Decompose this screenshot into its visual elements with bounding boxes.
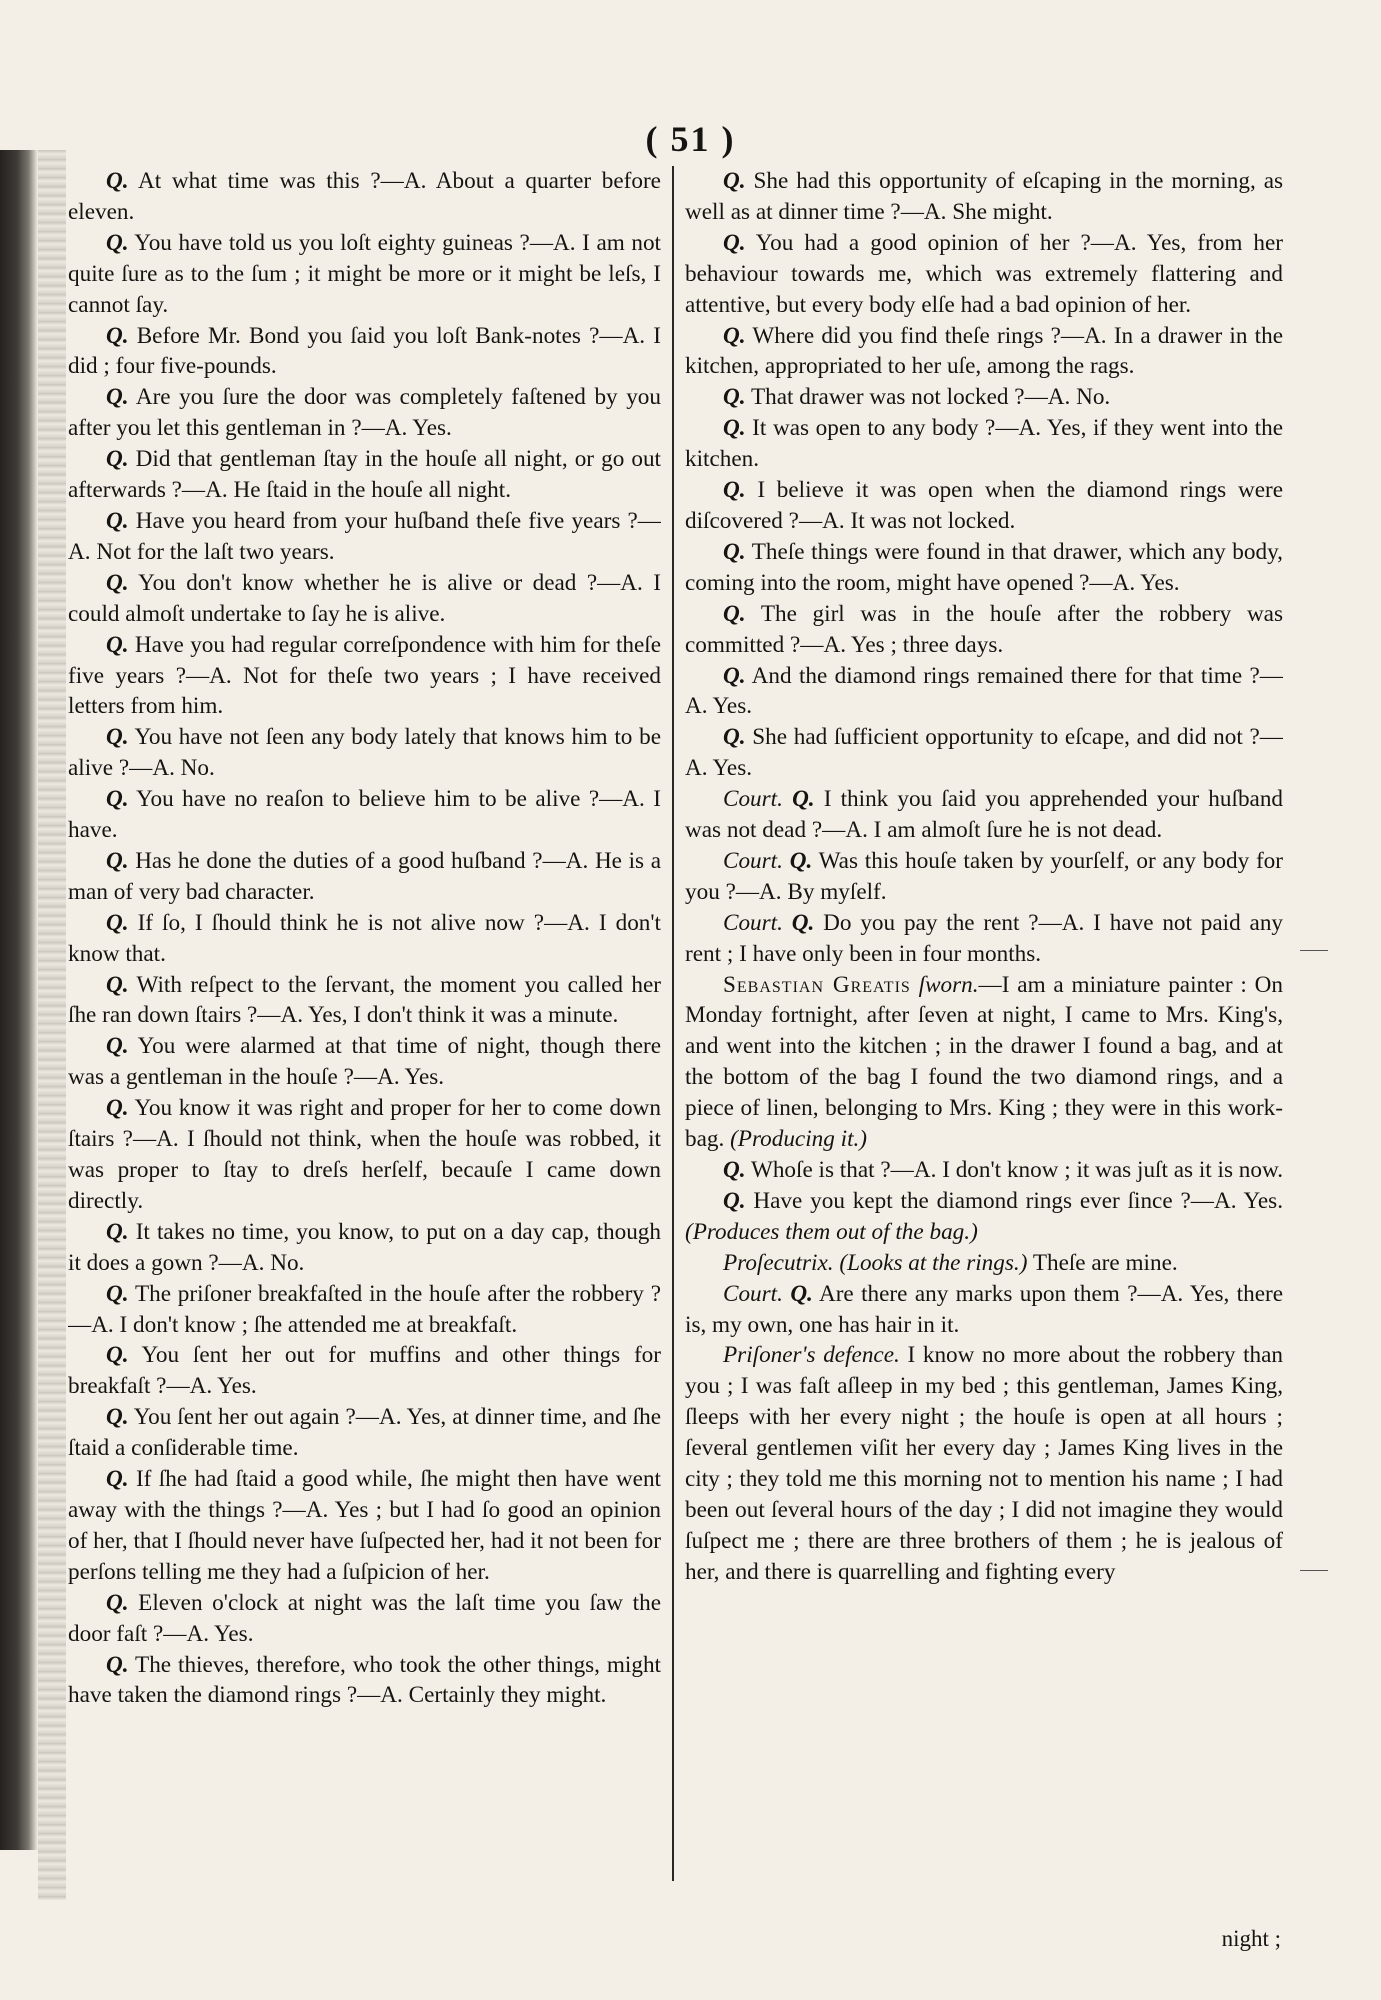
paragraph bbox=[685, 1340, 1283, 1587]
question-marker: Q. bbox=[106, 569, 129, 596]
paragraph-text: Did that gentleman ſtay in the houſe all night, or go out afterwards ?—A. He ſtaid in the houſe all night. bbox=[68, 446, 661, 504]
paragraph-text: You have told us you loſt eighty guineas ?—A. I am not quite ſure as to the ſum ; it might be more or it might be leſs, I cannot ſay. bbox=[68, 229, 661, 318]
paragraph bbox=[68, 1340, 661, 1402]
paragraph-text: Whoſe is that ?—A. I don't know ; it was juſt as it is now. bbox=[750, 1157, 1283, 1183]
paragraph-text: It was open to any body ?—A. Yes, if they went into the kitchen. bbox=[685, 415, 1283, 473]
question-marker: Q. bbox=[106, 507, 129, 534]
margin-mark bbox=[1300, 950, 1328, 951]
paragraph bbox=[68, 382, 661, 444]
paragraph bbox=[68, 1650, 661, 1712]
question-marker: Q. bbox=[106, 1095, 129, 1122]
question-marker: Q. bbox=[723, 1187, 746, 1214]
question-marker: Q. bbox=[723, 1157, 746, 1183]
paragraph-text: If ſo, I ſhould think he is not alive now ?—A. I don't know that. bbox=[68, 909, 661, 967]
paragraph-text: Before Mr. Bond you ſaid you loſt Bank-notes ?—A. I did ; four five-pounds. bbox=[68, 322, 661, 380]
question-marker: Q. bbox=[790, 1280, 813, 1307]
paragraph bbox=[68, 228, 661, 321]
paragraph-text: Where did you find theſe rings ?—A. In a drawer in the kitchen, appropriated to her uſe, among the rags. bbox=[685, 322, 1283, 380]
question-marker: Q. bbox=[106, 971, 129, 998]
page-number: ( 51 ) bbox=[645, 119, 736, 159]
paragraph bbox=[685, 908, 1283, 970]
question-marker: Q. bbox=[106, 631, 129, 658]
question-marker: Q. bbox=[723, 168, 746, 194]
paragraph-text: At what time was this ?—A. About a quarter before eleven. bbox=[68, 168, 661, 225]
paragraph-text: She had this opportunity of eſcaping in the morning, as well as at dinner time ?—A. She might. bbox=[685, 168, 1283, 225]
question-marker: Q. bbox=[723, 415, 746, 442]
paragraph bbox=[685, 599, 1283, 661]
paragraph-text: You had a good opinion of her ?—A. Yes, from her behaviour towards me, which was extremely flattering and attentive, but every body elſe had a bad opinion of her. bbox=[685, 229, 1283, 318]
stage-direction: (Looks at the rings.) bbox=[839, 1249, 1028, 1276]
question-marker: Q. bbox=[792, 786, 815, 813]
question-marker: Q. bbox=[106, 1589, 129, 1616]
paragraph bbox=[68, 166, 661, 228]
paragraph bbox=[685, 228, 1283, 321]
speaker-label: Court. bbox=[723, 786, 783, 813]
paragraph-text: With reſpect to the ſervant, the moment you called her ſhe ran down ſtairs ?—A. Yes, I don't think it was a minute. bbox=[68, 971, 661, 1029]
paragraph bbox=[68, 1402, 661, 1464]
paragraph-text: Have you heard from your huſband theſe five years ?—A. Not for the laſt two years. bbox=[68, 507, 661, 565]
paragraph-text: And the diamond rings remained there for that time ?—A. Yes. bbox=[685, 662, 1283, 720]
paragraph bbox=[68, 908, 661, 970]
question-marker: Q. bbox=[106, 1033, 129, 1060]
paragraph bbox=[68, 444, 661, 506]
question-marker: Q. bbox=[106, 446, 129, 473]
paragraph-text: Has he done the duties of a good huſband ?—A. He is a man of very bad character. bbox=[68, 847, 661, 905]
paragraph bbox=[68, 784, 661, 846]
paragraph-text: You have no reaſon to believe him to be alive ?—A. I have. bbox=[68, 786, 661, 844]
paragraph bbox=[685, 970, 1283, 1155]
paragraph-text: She had ſufficient opportunity to eſcape, and did not ?—A. Yes. bbox=[685, 724, 1283, 782]
paragraph bbox=[685, 722, 1283, 784]
paragraph bbox=[685, 846, 1283, 908]
question-marker: Q. bbox=[106, 786, 129, 813]
paragraph bbox=[685, 382, 1283, 413]
paragraph-text: I think you ſaid you apprehended your huſband was not dead ?—A. I am almoſt ſure he is not dead. bbox=[685, 786, 1283, 844]
paragraph bbox=[685, 475, 1283, 537]
oath-tag: ſworn. bbox=[918, 971, 979, 998]
margin-mark bbox=[1300, 1570, 1328, 1571]
question-marker: Q. bbox=[106, 1280, 129, 1307]
question-marker: Q. bbox=[106, 909, 129, 936]
paragraph-text: You were alarmed at that time of night, though there was a gentleman in the houſe ?—A. Yes. bbox=[68, 1033, 661, 1091]
paragraph-text: Do you pay the rent ?—A. I have not paid any rent ; I have only been in four months. bbox=[685, 909, 1283, 967]
speaker-label: Court. bbox=[723, 909, 783, 936]
paragraph bbox=[68, 321, 661, 383]
paragraph bbox=[68, 1279, 661, 1341]
question-marker: Q. bbox=[723, 229, 746, 256]
paragraph-text: —I am a miniature painter : On Monday fortnight, after ſeven at night, I came to Mrs. King's, and went into the kitchen ; in the drawer I found a bag, and at the bottom of the bag I found the two diamond rings, and a piece of linen, belonging to Mrs. King ; they were in this work-bag. bbox=[685, 971, 1283, 1153]
paragraph bbox=[685, 1155, 1283, 1186]
question-marker: Q. bbox=[106, 1342, 129, 1369]
paragraph bbox=[685, 1248, 1283, 1279]
paragraph bbox=[68, 846, 661, 908]
paragraph bbox=[68, 1217, 661, 1279]
question-marker: Q. bbox=[106, 847, 129, 874]
speaker-label: Court. bbox=[723, 1280, 783, 1307]
paragraph-text: The thieves, therefore, who took the other things, might have taken the diamond rings ?—A. Certainly they might. bbox=[68, 1651, 661, 1709]
paragraph-text: I know no more about the robbery than you ; I was faſt aſleep in my bed ; this gentleman, James King, ſleeps with her every night ; the houſe is open at all hours ; ſeveral gentlemen viſit her every day ; James King lives in the city ; they told me this morning not to mention his name ; I had been out ſeveral hours of the day ; I did not imagine they would ſuſpect me ; there are three brothers of them ; he is jealous of her, and there is quarrelling and fighting every bbox=[685, 1342, 1283, 1585]
paragraph bbox=[68, 630, 661, 723]
paragraph-text: Have you had regular correſpondence with him for theſe five years ?—A. Not for theſe two years ; I have received letters from him. bbox=[68, 631, 661, 720]
paragraph-text: You don't know whether he is alive or dead ?—A. I could almoſt undertake to ſay he is alive. bbox=[68, 569, 661, 627]
paragraph bbox=[685, 784, 1283, 846]
question-marker: Q. bbox=[106, 168, 129, 194]
paragraph-text: Was this houſe taken by yourſelf, or any body for you ?—A. By myſelf. bbox=[685, 847, 1283, 905]
paragraph bbox=[685, 1279, 1283, 1341]
question-marker: Q. bbox=[106, 1651, 129, 1678]
paragraph bbox=[685, 166, 1283, 228]
paragraph-text: It takes no time, you know, to put on a day cap, though it does a gown ?—A. No. bbox=[68, 1218, 661, 1276]
speaker-label: Sebastian Greatis bbox=[723, 971, 911, 998]
paragraph-text: Have you kept the diamond rings ever ſince ?—A. Yes. bbox=[753, 1187, 1283, 1214]
right-column bbox=[685, 166, 1283, 1886]
paragraph-text: You ſent her out again ?—A. Yes, at dinner time, and ſhe ſtaid a conſiderable time. bbox=[68, 1404, 661, 1462]
paragraph bbox=[68, 970, 661, 1032]
binding-shadow bbox=[0, 150, 38, 1850]
binding-texture bbox=[38, 150, 66, 1900]
question-marker: Q. bbox=[106, 1466, 129, 1493]
question-marker: Q. bbox=[723, 477, 746, 504]
question-marker: Q. bbox=[106, 724, 129, 751]
question-marker: Q. bbox=[106, 322, 129, 349]
paragraph bbox=[68, 1031, 661, 1093]
paragraph-text: Are you ſure the door was completely faſtened by you after you let this gentleman in ?—A. Yes. bbox=[68, 384, 661, 442]
question-marker: Q. bbox=[106, 1404, 129, 1431]
question-marker: Q. bbox=[106, 1218, 129, 1245]
stage-direction: (Producing it.) bbox=[730, 1126, 868, 1153]
question-marker: Q. bbox=[791, 909, 815, 936]
paragraph-text: Eleven o'clock at night was the laſt time you ſaw the door faſt ?—A. Yes. bbox=[68, 1589, 661, 1647]
paragraph-text: I believe it was open when the diamond rings were diſcovered ?—A. It was not locked. bbox=[685, 477, 1283, 534]
paragraph-text: Are there any marks upon them ?—A. Yes, there is, my own, one has hair in it. bbox=[685, 1280, 1283, 1338]
paragraph-text: Theſe things were found in that drawer, which any body, coming into the room, might have opened ?—A. Yes. bbox=[685, 538, 1283, 596]
paragraph-text: That drawer was not locked ?—A. No. bbox=[750, 384, 1111, 411]
paragraph bbox=[68, 506, 661, 568]
paragraph bbox=[68, 722, 661, 784]
paragraph-text: If ſhe had ſtaid a good while, ſhe might then have went away with the things ?—A. Yes ; but I had ſo good an opinion of her, that I ſhould never have ſuſpected her, had it not been for perſons telling me they had a ſuſpicion of her. bbox=[68, 1466, 661, 1585]
paragraph bbox=[685, 413, 1283, 475]
left-column bbox=[68, 166, 661, 1886]
column-divider bbox=[672, 166, 674, 1881]
catchword: night ; bbox=[1221, 1926, 1281, 1951]
paragraph-text: The priſoner breakfaſted in the houſe after the robbery ?—A. I don't know ; ſhe attended me at breakfaſt. bbox=[68, 1280, 661, 1338]
speaker-label: Court. bbox=[723, 847, 783, 874]
speaker-label: Proſecutrix. bbox=[723, 1249, 834, 1276]
paragraph-text: The girl was in the houſe after the robbery was committed ?—A. Yes ; three days. bbox=[685, 600, 1283, 658]
paragraph-text: Theſe are mine. bbox=[1032, 1249, 1178, 1276]
paragraph bbox=[685, 321, 1283, 383]
question-marker: Q. bbox=[106, 229, 129, 256]
paragraph-text: You ſent her out for muffins and other things for breakfaſt ?—A. Yes. bbox=[68, 1342, 661, 1400]
question-marker: Q. bbox=[106, 384, 129, 411]
paragraph bbox=[68, 1588, 661, 1650]
stage-direction: (Produces them out of the bag.) bbox=[685, 1218, 978, 1245]
question-marker: Q. bbox=[723, 322, 746, 349]
question-marker: Q. bbox=[789, 847, 813, 874]
question-marker: Q. bbox=[723, 724, 746, 751]
question-marker: Q. bbox=[723, 538, 746, 565]
paragraph bbox=[68, 568, 661, 630]
question-marker: Q. bbox=[723, 384, 746, 411]
speaker-label: Priſoner's defence. bbox=[723, 1342, 900, 1369]
question-marker: Q. bbox=[723, 662, 746, 689]
paragraph-text: You know it was right and proper for her to come down ſtairs ?—A. I ſhould not think, when the houſe was robbed, it was proper to ſtay to dreſs herſelf, becauſe I came down directly. bbox=[68, 1095, 661, 1214]
paragraph-text: You have not ſeen any body lately that knows him to be alive ?—A. No. bbox=[68, 724, 661, 782]
paragraph bbox=[685, 661, 1283, 723]
paragraph bbox=[68, 1093, 661, 1217]
paragraph bbox=[685, 1186, 1283, 1248]
paragraph bbox=[68, 1464, 661, 1588]
question-marker: Q. bbox=[723, 600, 746, 627]
paragraph bbox=[685, 537, 1283, 599]
